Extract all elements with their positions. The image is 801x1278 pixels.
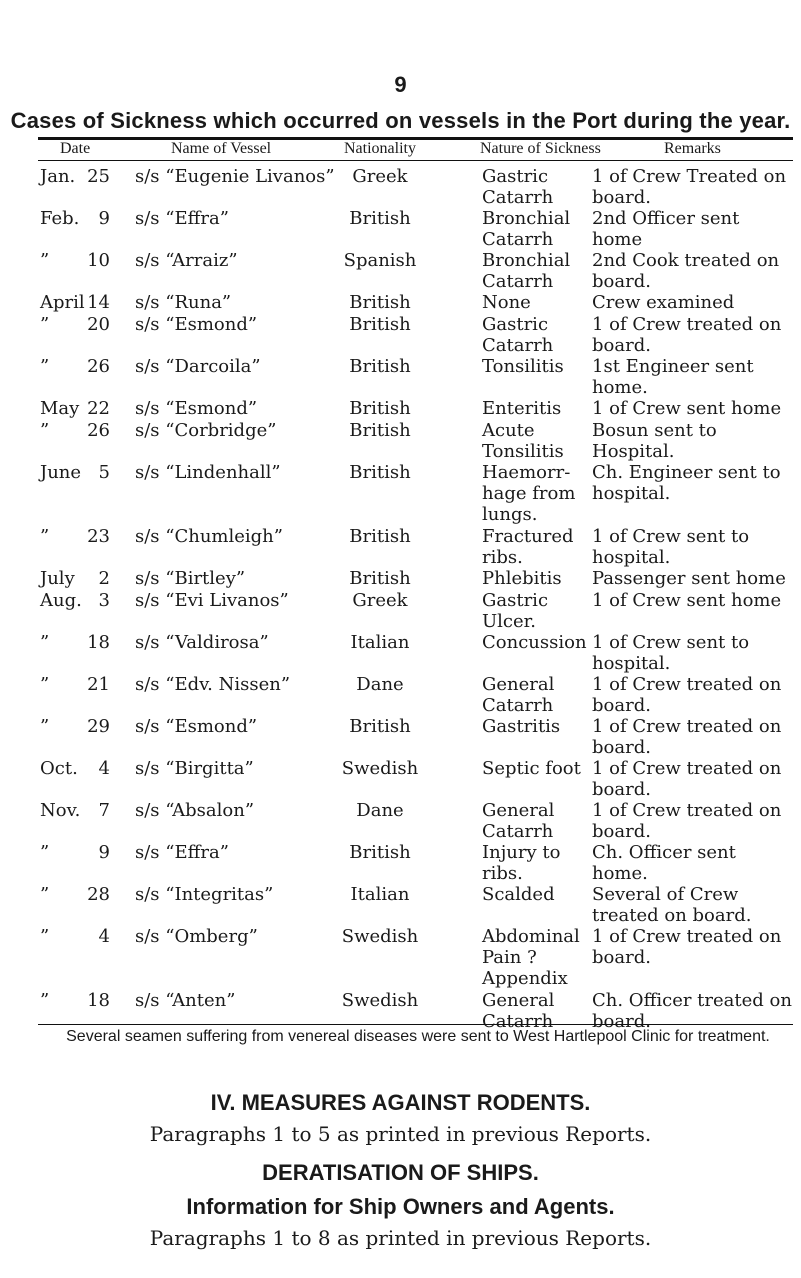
row-vessel: s/s “Esmond” <box>135 716 258 737</box>
table-row <box>0 526 801 568</box>
row-sickness: Tonsilitis <box>482 356 564 377</box>
row-month: June <box>40 462 82 483</box>
row-day: 28 <box>87 884 110 905</box>
row-nationality: Greek <box>352 590 408 611</box>
row-sickness: Fractured ribs. <box>482 526 574 568</box>
row-vessel: s/s “Effra” <box>135 842 229 863</box>
row-nationality: British <box>349 842 411 863</box>
row-nationality: British <box>349 462 411 483</box>
column-header-vessel: Name of Vessel <box>171 140 272 157</box>
row-vessel: s/s “Absalon” <box>135 800 255 821</box>
row-month: Oct. <box>40 758 78 779</box>
row-sickness: General Catarrh <box>482 674 555 716</box>
row-day: 9 <box>98 842 110 863</box>
row-sickness: Scalded <box>482 884 555 905</box>
header-rule <box>38 160 793 161</box>
table-row <box>0 420 801 462</box>
table-row <box>0 314 801 356</box>
row-vessel: s/s “Effra” <box>135 208 229 229</box>
row-day: 4 <box>98 758 110 779</box>
row-vessel: s/s “Evi Livanos” <box>135 590 289 611</box>
table-row <box>0 842 801 884</box>
column-header-sickness: Nature of Sickness <box>480 140 601 157</box>
row-day: 25 <box>87 166 110 187</box>
bottom-rule <box>38 1024 793 1025</box>
row-month: ” <box>40 526 50 547</box>
row-nationality: British <box>349 356 411 377</box>
table-row <box>0 568 801 590</box>
table-row <box>0 462 801 526</box>
row-vessel: s/s “Arraiz” <box>135 250 238 271</box>
deratisation-text: Paragraphs 1 to 8 as printed in previous Reports. <box>149 1226 652 1250</box>
row-day: 22 <box>87 398 110 419</box>
row-day: 4 <box>98 926 110 947</box>
row-day: 26 <box>87 420 110 441</box>
row-month: April <box>40 292 85 313</box>
row-remarks: 2nd Officer sent home <box>592 208 740 250</box>
row-sickness: Concussion <box>482 632 587 653</box>
row-sickness: Gastric Catarrh <box>482 314 554 356</box>
row-nationality: British <box>349 398 411 419</box>
table-row <box>0 292 801 314</box>
row-sickness: Phlebitis <box>482 568 562 589</box>
table-row <box>0 208 801 250</box>
row-sickness: Injury to ribs. <box>482 842 561 884</box>
row-sickness: Bronchial Catarrh <box>482 208 571 250</box>
row-remarks: 1 of Crew treated on board. <box>592 716 782 758</box>
table-row <box>0 926 801 990</box>
row-remarks: 2nd Cook treated on board. <box>592 250 780 292</box>
row-month: Nov. <box>40 800 81 821</box>
section-iv-text: Paragraphs 1 to 5 as printed in previous Reports. <box>149 1122 652 1146</box>
row-remarks: Several of Crew treated on board. <box>592 884 752 926</box>
row-vessel: s/s “Birgitta” <box>135 758 254 779</box>
column-header-remarks: Remarks <box>664 140 721 157</box>
row-day: 18 <box>87 990 110 1011</box>
table-row <box>0 758 801 800</box>
row-month: ” <box>40 842 50 863</box>
column-header-nationality: Nationality <box>344 140 416 157</box>
table-row <box>0 356 801 398</box>
row-day: 9 <box>98 208 110 229</box>
row-day: 23 <box>87 526 110 547</box>
row-nationality: Swedish <box>341 926 419 947</box>
row-remarks: Ch. Engineer sent to hospital. <box>592 462 781 504</box>
row-day: 7 <box>98 800 110 821</box>
table-row <box>0 250 801 292</box>
row-month: ” <box>40 250 50 271</box>
row-nationality: Greek <box>352 166 408 187</box>
row-month: ” <box>40 884 50 905</box>
section-iv-heading: IV. MEASURES AGAINST RODENTS. <box>210 1090 591 1115</box>
row-month: ” <box>40 420 50 441</box>
row-nationality: British <box>349 208 411 229</box>
row-remarks: Ch. Officer treated on board. <box>592 990 792 1032</box>
row-vessel: s/s “Chumleigh” <box>135 526 283 547</box>
row-sickness: General Catarrh <box>482 800 555 842</box>
row-month: Feb. <box>40 208 80 229</box>
row-nationality: Italian <box>350 884 410 905</box>
row-vessel: s/s “Runa” <box>135 292 232 313</box>
row-sickness: Abdominal Pain ? Appendix <box>482 926 580 989</box>
row-remarks: 1 of Crew sent home <box>592 398 782 419</box>
row-sickness: None <box>482 292 531 313</box>
row-month: ” <box>40 632 50 653</box>
row-day: 18 <box>87 632 110 653</box>
row-sickness: Gastric Ulcer. <box>482 590 549 632</box>
table-row <box>0 674 801 716</box>
row-vessel: s/s “Integritas” <box>135 884 274 905</box>
row-nationality: British <box>349 716 411 737</box>
row-vessel: s/s “Esmond” <box>135 398 258 419</box>
row-nationality: Spanish <box>343 250 417 271</box>
row-vessel: s/s “Birtley” <box>135 568 246 589</box>
row-nationality: Dane <box>356 800 404 821</box>
row-sickness: Gastritis <box>482 716 561 737</box>
row-remarks: 1st Engineer sent home. <box>592 356 754 398</box>
row-month: May <box>40 398 80 419</box>
row-remarks: Ch. Officer sent home. <box>592 842 736 884</box>
row-day: 3 <box>98 590 110 611</box>
row-month: ” <box>40 716 50 737</box>
row-day: 14 <box>87 292 110 313</box>
row-vessel: s/s “Edv. Nissen” <box>135 674 291 695</box>
row-nationality: Swedish <box>341 758 419 779</box>
deratisation-heading: DERATISATION OF SHIPS. <box>262 1160 539 1185</box>
row-month: Jan. <box>40 166 76 187</box>
row-month: ” <box>40 990 50 1011</box>
row-month: Aug. <box>40 590 82 611</box>
row-day: 2 <box>98 568 110 589</box>
table-row <box>0 716 801 758</box>
row-sickness: Gastric Catarrh <box>482 166 554 208</box>
table-row <box>0 398 801 420</box>
table-row <box>0 632 801 674</box>
deratisation-subheading: Information for Ship Owners and Agents. <box>186 1194 615 1219</box>
row-day: 10 <box>87 250 110 271</box>
table-row <box>0 590 801 632</box>
row-vessel: s/s “Eugenie Livanos” <box>135 166 335 187</box>
page-title: Cases of Sickness which occurred on vessels in the Port during the year. <box>10 108 791 133</box>
row-remarks: 1 of Crew sent to hospital. <box>592 526 750 568</box>
row-remarks: Passenger sent home <box>592 568 786 589</box>
row-day: 29 <box>87 716 110 737</box>
table-row <box>0 884 801 926</box>
footnote: Several seamen suffering from venereal diseases were sent to West Hartlepool Clinic for treatment. <box>66 1028 770 1045</box>
row-sickness: Enteritis <box>482 398 562 419</box>
table-row <box>0 800 801 842</box>
row-sickness: Haemorr- hage from lungs. <box>482 462 576 525</box>
row-nationality: British <box>349 568 411 589</box>
row-vessel: s/s “Valdirosa” <box>135 632 269 653</box>
row-nationality: British <box>349 292 411 313</box>
row-sickness: Septic foot <box>482 758 581 779</box>
row-vessel: s/s “Darcoila” <box>135 356 261 377</box>
table-row <box>0 166 801 208</box>
row-month: ” <box>40 926 50 947</box>
row-nationality: Italian <box>350 632 410 653</box>
row-vessel: s/s “Omberg” <box>135 926 258 947</box>
row-sickness: Acute Tonsilitis <box>482 420 564 462</box>
row-remarks: 1 of Crew sent home <box>592 590 782 611</box>
row-remarks: 1 of Crew treated on board. <box>592 758 782 800</box>
row-remarks: 1 of Crew treated on board. <box>592 314 782 356</box>
row-month: ” <box>40 314 50 335</box>
row-month: ” <box>40 674 50 695</box>
row-sickness: Bronchial Catarrh <box>482 250 571 292</box>
row-remarks: 1 of Crew treated on board. <box>592 674 782 716</box>
row-day: 20 <box>87 314 110 335</box>
row-vessel: s/s “Lindenhall” <box>135 462 281 483</box>
row-sickness: General Catarrh <box>482 990 555 1032</box>
row-vessel: s/s “Anten” <box>135 990 236 1011</box>
row-nationality: British <box>349 526 411 547</box>
sickness-table <box>0 166 801 1034</box>
row-month: ” <box>40 356 50 377</box>
row-remarks: Bosun sent to Hospital. <box>592 420 717 462</box>
row-remarks: 1 of Crew treated on board. <box>592 926 782 968</box>
page-number: 9 <box>394 72 407 97</box>
row-vessel: s/s “Corbridge” <box>135 420 277 441</box>
row-vessel: s/s “Esmond” <box>135 314 258 335</box>
row-remarks: 1 of Crew treated on board. <box>592 800 782 842</box>
row-remarks: 1 of Crew Treated on board. <box>592 166 787 208</box>
row-nationality: British <box>349 420 411 441</box>
row-nationality: Swedish <box>341 990 419 1011</box>
row-remarks: Crew examined <box>592 292 735 313</box>
column-header-date: Date <box>60 140 91 157</box>
row-day: 21 <box>87 674 110 695</box>
row-nationality: Dane <box>356 674 404 695</box>
row-month: July <box>40 568 75 589</box>
row-day: 5 <box>98 462 110 483</box>
row-nationality: British <box>349 314 411 335</box>
row-remarks: 1 of Crew sent to hospital. <box>592 632 750 674</box>
row-day: 26 <box>87 356 110 377</box>
